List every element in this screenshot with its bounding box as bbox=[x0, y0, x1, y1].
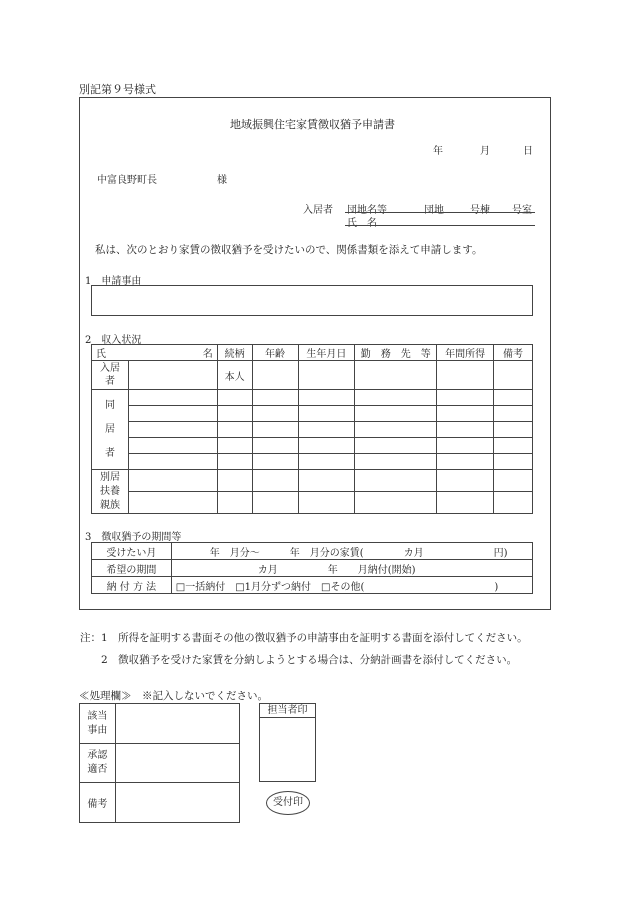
table-cell[interactable] bbox=[217, 390, 252, 406]
table-cell[interactable] bbox=[128, 438, 217, 454]
date-year-label: 年 bbox=[433, 146, 443, 157]
table-cell[interactable] bbox=[355, 361, 437, 390]
table-cell[interactable] bbox=[298, 454, 355, 470]
table-cell[interactable] bbox=[355, 438, 437, 454]
addressee-honorific: 様 bbox=[217, 175, 227, 186]
table-cell[interactable] bbox=[252, 438, 298, 454]
deferral-period-table bbox=[91, 542, 533, 594]
header-relation: 続柄 bbox=[217, 345, 252, 361]
table-cell[interactable] bbox=[252, 361, 298, 390]
table-cell[interactable] bbox=[252, 390, 298, 406]
table-cell[interactable] bbox=[128, 406, 217, 422]
table-cell[interactable] bbox=[437, 361, 494, 390]
note-2: 2 徴収猶予を受けた家賃を分納しようとする場合は、分納計画書を添付してください。 bbox=[101, 654, 518, 666]
table-cell[interactable] bbox=[355, 492, 437, 514]
table-cell[interactable] bbox=[217, 492, 252, 514]
cohabitant-label bbox=[92, 390, 129, 470]
cohabitant-char-3: 者 bbox=[104, 447, 115, 459]
cohabitant-row bbox=[92, 438, 533, 454]
cohabitant-row bbox=[92, 422, 533, 438]
dependent-label-line-1: 別居 bbox=[99, 471, 120, 483]
processing-section-title: ≪処理欄≫ ※記入しないでください。 bbox=[79, 690, 268, 702]
table-cell[interactable] bbox=[437, 406, 494, 422]
table-cell[interactable] bbox=[298, 470, 355, 492]
resident-label: 入居者 bbox=[303, 205, 333, 216]
table-cell[interactable] bbox=[252, 470, 298, 492]
table-cell[interactable] bbox=[494, 470, 533, 492]
name-underline bbox=[345, 225, 535, 226]
table-cell[interactable] bbox=[252, 454, 298, 470]
cohabitant-char-1: 同 bbox=[104, 399, 115, 411]
header-annual-income: 年間所得 bbox=[437, 345, 494, 361]
table-cell[interactable] bbox=[252, 422, 298, 438]
cohabitant-row bbox=[92, 390, 533, 406]
cohabitant-row bbox=[92, 454, 533, 470]
table-cell[interactable] bbox=[298, 438, 355, 454]
desired-period-row bbox=[92, 560, 533, 577]
processing-table bbox=[79, 703, 240, 823]
table-cell[interactable] bbox=[494, 406, 533, 422]
table-cell[interactable] bbox=[128, 492, 217, 514]
received-seal: 受付印 bbox=[266, 791, 310, 815]
building-label: 号棟 bbox=[470, 205, 490, 216]
note-1: 注：1 所得を証明する書面その他の徴収猶予の申請事由を証明する書面を添付してください。 bbox=[80, 632, 528, 644]
table-cell[interactable] bbox=[437, 492, 494, 514]
table-cell[interactable] bbox=[355, 422, 437, 438]
table-cell[interactable] bbox=[494, 454, 533, 470]
form-title: 地域振興住宅家賃徴収猶予申請書 bbox=[230, 118, 395, 131]
table-cell[interactable] bbox=[494, 422, 533, 438]
date-day-label: 日 bbox=[523, 146, 533, 157]
table-cell[interactable] bbox=[437, 454, 494, 470]
table-cell[interactable] bbox=[437, 390, 494, 406]
table-cell[interactable] bbox=[355, 390, 437, 406]
self-relation: 本人 bbox=[217, 361, 252, 390]
desired-months-value[interactable]: 年 月分～ 年 月分の家賃( カ月 円) bbox=[171, 543, 532, 560]
table-cell[interactable] bbox=[128, 361, 217, 390]
desired-period-value[interactable]: カ月 年 月納付(開始) bbox=[171, 560, 532, 577]
table-cell[interactable] bbox=[252, 406, 298, 422]
approval-label-line-2: 適否 bbox=[87, 764, 108, 775]
payment-method-row bbox=[92, 577, 533, 594]
table-cell[interactable] bbox=[128, 470, 217, 492]
staff-seal-label: 担当者印 bbox=[260, 704, 315, 718]
table-cell[interactable] bbox=[128, 390, 217, 406]
header-name-right: 名 bbox=[202, 349, 213, 360]
income-status-table bbox=[91, 344, 533, 514]
header-age: 年齢 bbox=[252, 345, 298, 361]
table-cell[interactable] bbox=[437, 422, 494, 438]
resident-row-label: 入居者 bbox=[92, 361, 129, 390]
header-name bbox=[92, 345, 218, 361]
resident-row bbox=[92, 361, 533, 390]
address-underline bbox=[345, 212, 535, 213]
table-cell[interactable] bbox=[494, 390, 533, 406]
table-cell[interactable] bbox=[217, 406, 252, 422]
desired-period-label: 希望の期間 bbox=[92, 560, 172, 577]
header-birth-date: 生年月日 bbox=[298, 345, 355, 361]
processing-cell[interactable] bbox=[115, 744, 239, 783]
estate-name-label: 団地名等 bbox=[347, 205, 387, 216]
processing-row bbox=[80, 783, 240, 823]
payment-method-options[interactable]: □一括納付 □1月分ずつ納付 □その他( ) bbox=[171, 577, 532, 594]
table-cell[interactable] bbox=[494, 438, 533, 454]
table-cell[interactable] bbox=[298, 390, 355, 406]
application-reason-box[interactable] bbox=[91, 285, 533, 316]
approval-label-line-1: 承認 bbox=[87, 750, 108, 761]
header-notes: 備考 bbox=[494, 345, 533, 361]
cohabitant-row bbox=[92, 406, 533, 422]
table-cell[interactable] bbox=[355, 406, 437, 422]
form-number: 別記第９号様式 bbox=[79, 83, 156, 96]
section-1-heading: 1 申請事由 bbox=[85, 276, 142, 287]
processing-cell[interactable] bbox=[115, 783, 239, 823]
desired-months-label: 受けたい月 bbox=[92, 543, 172, 560]
table-cell[interactable] bbox=[355, 454, 437, 470]
staff-seal-box[interactable] bbox=[259, 703, 316, 782]
dependent-row bbox=[92, 492, 533, 514]
table-cell[interactable] bbox=[437, 470, 494, 492]
estate-label: 団地 bbox=[424, 205, 444, 216]
table-cell[interactable] bbox=[217, 454, 252, 470]
table-cell[interactable] bbox=[494, 492, 533, 514]
income-header-row bbox=[92, 345, 533, 361]
dependent-label-line-2: 扶養 bbox=[99, 485, 120, 497]
resident-name-label: 氏 名 bbox=[347, 218, 377, 229]
table-cell[interactable] bbox=[128, 454, 217, 470]
applicable-reason-label-line-2: 事由 bbox=[87, 724, 108, 736]
cohabitant-char-2: 居 bbox=[104, 423, 115, 435]
table-cell[interactable] bbox=[252, 492, 298, 514]
table-cell[interactable] bbox=[494, 361, 533, 390]
applicable-reason-label bbox=[80, 704, 116, 744]
addressee-name: 中富良野町長 bbox=[97, 175, 157, 186]
header-name-left: 氏 bbox=[96, 349, 106, 360]
desired-months-row bbox=[92, 543, 533, 560]
table-cell[interactable] bbox=[298, 361, 355, 390]
applicable-reason-label-line-1: 該当 bbox=[87, 710, 108, 722]
table-cell[interactable] bbox=[298, 422, 355, 438]
room-label: 号室 bbox=[512, 205, 532, 216]
processing-row bbox=[80, 704, 240, 744]
date-month-label: 月 bbox=[480, 146, 490, 157]
approval-label bbox=[80, 744, 116, 783]
table-cell[interactable] bbox=[437, 438, 494, 454]
table-cell[interactable] bbox=[355, 470, 437, 492]
section-2-heading: 2 収入状況 bbox=[85, 335, 142, 346]
dependent-label bbox=[92, 470, 129, 514]
dependent-label-line-3: 親族 bbox=[99, 499, 120, 511]
application-statement: 私は、次のとおり家賃の徴収猶予を受けたいので、関係書類を添えて申請します。 bbox=[95, 244, 483, 256]
table-cell[interactable] bbox=[298, 492, 355, 514]
section-3-heading: 3 徴収猶予の期間等 bbox=[85, 532, 182, 543]
table-cell[interactable] bbox=[298, 406, 355, 422]
remarks-label: 備考 bbox=[80, 783, 116, 823]
payment-method-label: 納 付 方 法 bbox=[92, 577, 172, 594]
processing-row bbox=[80, 744, 240, 783]
dependent-row bbox=[92, 470, 533, 492]
table-cell[interactable] bbox=[128, 422, 217, 438]
table-cell[interactable] bbox=[217, 438, 252, 454]
processing-cell[interactable] bbox=[115, 704, 239, 744]
table-cell[interactable] bbox=[217, 422, 252, 438]
table-cell[interactable] bbox=[217, 470, 252, 492]
header-workplace: 勤 務 先 等 bbox=[355, 345, 437, 361]
